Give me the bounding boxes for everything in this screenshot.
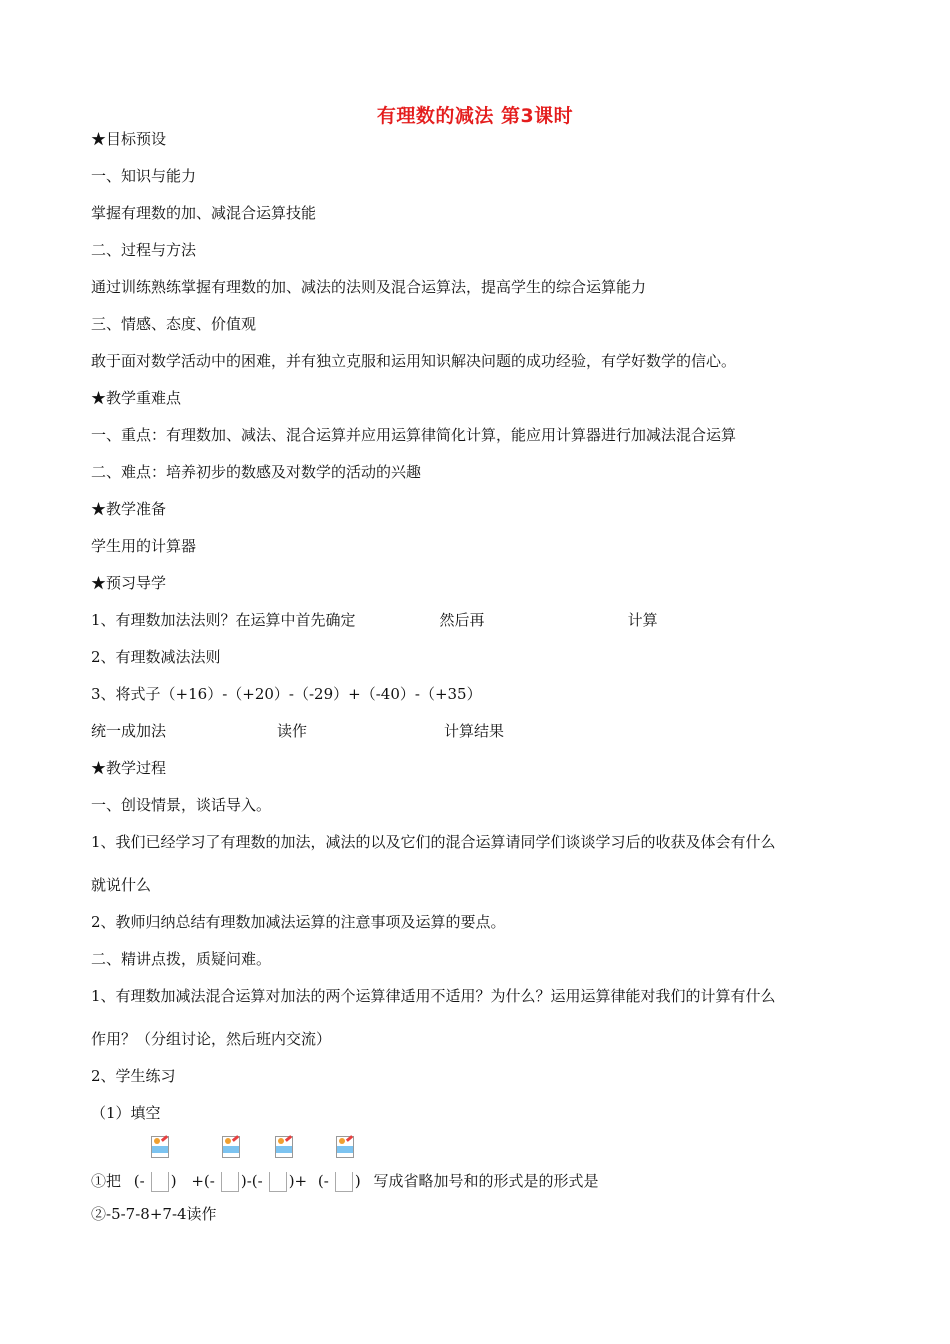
- text-line: 一、重点：有理数加、减法、混合运算并应用运算律简化计算，能应用计算器进行加减法混合运算: [91, 426, 737, 444]
- unify-part3: 计算结果: [444, 722, 505, 740]
- unify-part2: 读作: [277, 722, 308, 740]
- image-placeholder-icon: [222, 1136, 240, 1158]
- section-heading-goals: ★目标预设: [91, 130, 167, 148]
- subheading-knowledge: 一、知识与能力: [91, 167, 197, 185]
- text-line: ②-5-7-8+7-4读作: [91, 1205, 217, 1223]
- fill-close: ): [354, 1172, 361, 1190]
- rule-part1: 1、有理数加法法则？在运算中首先确定: [91, 611, 356, 629]
- text-line: 二、难点：培养初步的数感及对数学的活动的兴趣: [91, 463, 422, 481]
- document-title: 有理数的减法 第3课时: [376, 105, 574, 127]
- section-heading-keypoints: ★教学重难点: [91, 389, 182, 407]
- fill-suffix: 写成省略加号和的形式是的形式是: [373, 1172, 599, 1190]
- text-line: 掌握有理数的加、减混合运算技能: [91, 204, 317, 222]
- image-placeholder-icon: [275, 1136, 293, 1158]
- text-line: 2、学生练习: [91, 1067, 176, 1085]
- rule-part3: 计算: [627, 611, 658, 629]
- fill-op5: (-: [317, 1172, 329, 1190]
- blank-box: [145, 1172, 171, 1192]
- text-line: 学生用的计算器: [91, 537, 197, 555]
- subheading-attitude: 三、情感、态度、价值观: [91, 315, 257, 333]
- text-line: 敢于面对数学活动中的困难，并有独立克服和运用知识解决问题的成功经验，有学好数学的信心。: [91, 352, 737, 370]
- unify-line: [91, 721, 504, 741]
- unify-part1: 统一成加法: [91, 722, 167, 740]
- fill-op4: )+: [288, 1172, 308, 1190]
- image-placeholder-icon: [151, 1136, 169, 1158]
- text-line: （1）填空: [91, 1104, 161, 1122]
- image-placeholder-icon: [336, 1136, 354, 1158]
- subheading-intro: 一、创设情景，谈话导入。: [91, 796, 272, 814]
- text-line: 1、我们已经学习了有理数的加法，减法的以及它们的混合运算请同学们谈谈学习后的收获及体会有什么: [91, 833, 776, 851]
- text-line: 作用？（分组讨论，然后班内交流）: [91, 1030, 332, 1048]
- section-heading-process: ★教学过程: [91, 759, 167, 777]
- fill-op1: (-: [133, 1172, 145, 1190]
- fill-blank-line: [91, 1171, 598, 1192]
- fill-op2: +(-: [191, 1172, 215, 1190]
- blank-box: [215, 1172, 241, 1192]
- subheading-explain: 二、精讲点拨，质疑问难。: [91, 950, 272, 968]
- text-line: 2、有理数减法法则: [91, 648, 221, 666]
- rule-question-line: [91, 610, 658, 630]
- blank-box: [329, 1172, 355, 1192]
- text-line: 1、有理数加减法混合运算对加法的两个运算律适用不适用？为什么？运用运算律能对我们的计算有什么: [91, 987, 776, 1005]
- blank-box: [263, 1172, 289, 1192]
- subheading-process: 二、过程与方法: [91, 241, 197, 259]
- fill-op3: )-(-: [240, 1172, 263, 1190]
- fill-prefix: ①把: [91, 1172, 122, 1190]
- expression-line: 3、将式子（+16）-（+20）-（-29）+（-40）-（+35）: [91, 685, 482, 703]
- rule-part2: 然后再: [439, 611, 485, 629]
- fill-close: ): [170, 1172, 177, 1190]
- text-line: 就说什么: [91, 876, 152, 894]
- section-heading-preparation: ★教学准备: [91, 500, 167, 518]
- text-line: 2、教师归纳总结有理数加减法运算的注意事项及运算的要点。: [91, 913, 506, 931]
- section-heading-preview: ★预习导学: [91, 574, 167, 592]
- text-line: 通过训练熟练掌握有理数的加、减法的法则及混合运算法，提高学生的综合运算能力: [91, 278, 647, 296]
